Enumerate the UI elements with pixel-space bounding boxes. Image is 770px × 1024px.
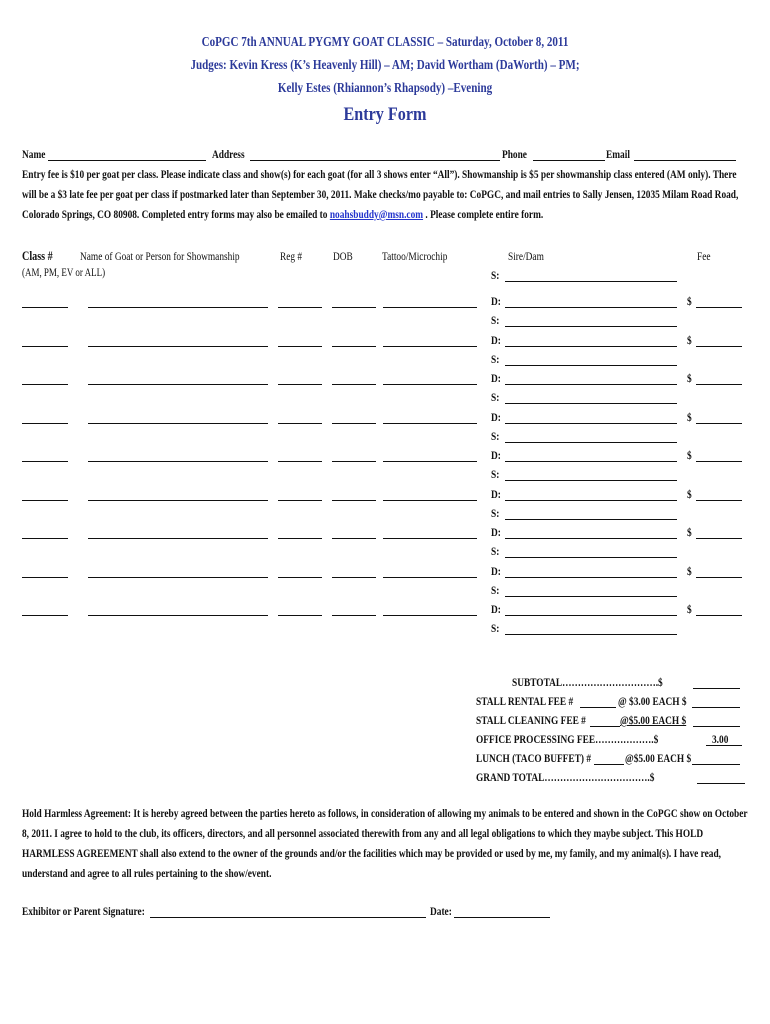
stall-rental-each: @ $3.00 EACH $ bbox=[618, 694, 687, 708]
email-link[interactable]: noahsbuddy@msn.com bbox=[329, 207, 424, 221]
stall-rental-count[interactable] bbox=[580, 707, 616, 708]
dam-field[interactable] bbox=[505, 615, 677, 616]
office-fee-value: 3.00 bbox=[712, 732, 729, 746]
reg-field[interactable] bbox=[278, 461, 322, 462]
goat-name-field[interactable] bbox=[88, 346, 268, 347]
dam-label: D: bbox=[491, 448, 501, 462]
instructions-text-1: Entry fee is $10 per goat per class. Please indicate class and show(s) for each goat (for all 3 shows enter “All”). Showmanship is $5 per showmanship class entered (AM only). There will be a $3 late fee per goat per class if postmarked later than September 30, 2011. Make checks/mo payable to: CoPGC, and mail entries to Sally Jensen, 12035 Milam Road Road, Colorado Springs, CO 80908. Completed entry forms may also be emailed to bbox=[22, 167, 739, 221]
goat-name-field[interactable] bbox=[88, 423, 268, 424]
dam-field[interactable] bbox=[505, 346, 677, 347]
goat-name-field[interactable] bbox=[88, 500, 268, 501]
fee-dollar-label: $ bbox=[687, 564, 692, 578]
stall-cleaning-each: @$5.00 EACH $ bbox=[620, 713, 687, 727]
tattoo-field[interactable] bbox=[383, 615, 477, 616]
header-line-1: CoPGC 7th ANNUAL PYGMY GOAT CLASSIC – Saturday, October 8, 2011 bbox=[201, 34, 569, 49]
sire-label: S: bbox=[491, 621, 500, 635]
class-field[interactable] bbox=[22, 461, 68, 462]
subtotal-label: SUBTOTAL………………………….$ bbox=[512, 675, 663, 689]
fee-dollar-label: $ bbox=[687, 371, 692, 385]
fee-field[interactable] bbox=[696, 423, 742, 424]
class-field[interactable] bbox=[22, 500, 68, 501]
fee-dollar-label: $ bbox=[687, 602, 692, 616]
instructions-text-2: . Please complete entire form. bbox=[423, 207, 544, 221]
reg-field[interactable] bbox=[278, 538, 322, 539]
fee-dollar-label: $ bbox=[687, 448, 692, 462]
goat-name-field[interactable] bbox=[88, 538, 268, 539]
col-fee: Fee bbox=[697, 249, 711, 263]
tattoo-field[interactable] bbox=[383, 500, 477, 501]
col-siredam: Sire/Dam bbox=[508, 249, 544, 263]
email-label: Email bbox=[606, 147, 630, 161]
sire-label: S: bbox=[491, 313, 500, 327]
name-field[interactable] bbox=[48, 160, 206, 161]
sire-field[interactable] bbox=[505, 442, 677, 443]
reg-field[interactable] bbox=[278, 384, 322, 385]
sire-label: S: bbox=[491, 467, 500, 481]
goat-name-field[interactable] bbox=[88, 307, 268, 308]
email-field[interactable] bbox=[634, 160, 736, 161]
phone-field[interactable] bbox=[533, 160, 605, 161]
fee-dollar-label: $ bbox=[687, 410, 692, 424]
col-reg: Reg # bbox=[280, 249, 303, 263]
dam-field[interactable] bbox=[505, 500, 677, 501]
col-dob: DOB bbox=[333, 249, 353, 263]
fee-field[interactable] bbox=[696, 346, 742, 347]
fee-dollar-label: $ bbox=[687, 487, 692, 501]
sire-field[interactable] bbox=[505, 365, 677, 366]
class-field[interactable] bbox=[22, 615, 68, 616]
sire-label: S: bbox=[491, 429, 500, 443]
goat-name-field[interactable] bbox=[88, 615, 268, 616]
goat-name-field[interactable] bbox=[88, 577, 268, 578]
dam-label: D: bbox=[491, 410, 501, 424]
class-field[interactable] bbox=[22, 307, 68, 308]
header-line-3: Kelly Estes (Rhiannon’s Rhapsody) –Evening bbox=[277, 80, 493, 95]
fee-dollar-label: $ bbox=[687, 333, 692, 347]
sire-field[interactable] bbox=[505, 596, 677, 597]
col-tattoo: Tattoo/Microchip bbox=[382, 249, 448, 263]
address-field[interactable] bbox=[250, 160, 500, 161]
dam-field[interactable] bbox=[505, 461, 677, 462]
date-field[interactable] bbox=[454, 917, 550, 918]
phone-label: Phone bbox=[502, 147, 527, 161]
sire-field[interactable] bbox=[505, 557, 677, 558]
sire-label: S: bbox=[491, 268, 500, 282]
sire-field[interactable] bbox=[505, 403, 677, 404]
col-class: Class # bbox=[22, 248, 53, 263]
tattoo-field[interactable] bbox=[383, 577, 477, 578]
fee-field[interactable] bbox=[696, 577, 742, 578]
class-field[interactable] bbox=[22, 538, 68, 539]
goat-name-field[interactable] bbox=[88, 384, 268, 385]
dam-label: D: bbox=[491, 294, 501, 308]
fee-field[interactable] bbox=[696, 461, 742, 462]
tattoo-field[interactable] bbox=[383, 423, 477, 424]
sire-label: S: bbox=[491, 390, 500, 404]
stall-cleaning-label: STALL CLEANING FEE # bbox=[476, 713, 586, 727]
lunch-label: LUNCH (TACO BUFFET) # bbox=[476, 751, 592, 765]
class-field[interactable] bbox=[22, 346, 68, 347]
grand-total-field[interactable] bbox=[697, 783, 745, 784]
lunch-count[interactable] bbox=[594, 764, 624, 765]
class-field[interactable] bbox=[22, 384, 68, 385]
dam-label: D: bbox=[491, 371, 501, 385]
fee-field[interactable] bbox=[696, 615, 742, 616]
sire-label: S: bbox=[491, 352, 500, 366]
fee-field[interactable] bbox=[696, 384, 742, 385]
dob-field[interactable] bbox=[332, 384, 376, 385]
lunch-each: @$5.00 EACH $ bbox=[625, 751, 692, 765]
hold-harmless-agreement: Hold Harmless Agreement: It is hereby agreed between the parties hereto as follows, in consideration of allowing my animals to be entered and shown in the CoPGC show on October 8, 2011. I agree to hold to the club, its officers, directors, and all personnel associated therewith from any and all legal obligations to which they maybe subject. This HOLD HARMLESS AGREEMENT shall also extend to the owner of the grounds and/or the facilities which may be provided or used by me, my family, and my animal(s). I have read, understand and agree to all rules pertaining to the show/event. bbox=[22, 806, 748, 880]
dam-label: D: bbox=[491, 487, 501, 501]
col-class-hint: (AM, PM, EV or ALL) bbox=[22, 267, 106, 279]
date-label: Date: bbox=[430, 904, 452, 918]
dob-field[interactable] bbox=[332, 577, 376, 578]
reg-field[interactable] bbox=[278, 346, 322, 347]
sire-field[interactable] bbox=[505, 519, 677, 520]
dam-field[interactable] bbox=[505, 384, 677, 385]
sire-field[interactable] bbox=[505, 480, 677, 481]
col-name: Name of Goat or Person for Showmanship bbox=[80, 249, 240, 263]
dob-field[interactable] bbox=[332, 461, 376, 462]
dob-field[interactable] bbox=[332, 346, 376, 347]
reg-field[interactable] bbox=[278, 307, 322, 308]
tattoo-field[interactable] bbox=[383, 538, 477, 539]
dam-field[interactable] bbox=[505, 423, 677, 424]
signature-field[interactable] bbox=[150, 917, 426, 918]
dob-field[interactable] bbox=[332, 423, 376, 424]
dam-label: D: bbox=[491, 602, 501, 616]
fee-dollar-label: $ bbox=[687, 525, 692, 539]
name-label: Name bbox=[22, 147, 46, 161]
dam-field[interactable] bbox=[505, 577, 677, 578]
sire-field[interactable] bbox=[505, 281, 677, 282]
reg-field[interactable] bbox=[278, 615, 322, 616]
tattoo-field[interactable] bbox=[383, 384, 477, 385]
goat-name-field[interactable] bbox=[88, 461, 268, 462]
lunch-field[interactable] bbox=[692, 764, 740, 765]
sire-field[interactable] bbox=[505, 634, 677, 635]
instructions bbox=[22, 164, 747, 224]
dam-field[interactable] bbox=[505, 538, 677, 539]
sire-label: S: bbox=[491, 583, 500, 597]
stall-cleaning-field[interactable] bbox=[693, 726, 740, 727]
dob-field[interactable] bbox=[332, 500, 376, 501]
subtotal-field[interactable] bbox=[693, 688, 740, 689]
reg-field[interactable] bbox=[278, 423, 322, 424]
sire-label: S: bbox=[491, 544, 500, 558]
address-label: Address bbox=[212, 147, 245, 161]
class-field[interactable] bbox=[22, 423, 68, 424]
office-fee-label: OFFICE PROCESSING FEE……………….$ bbox=[476, 732, 659, 746]
reg-field[interactable] bbox=[278, 577, 322, 578]
sire-field[interactable] bbox=[505, 326, 677, 327]
sire-label: S: bbox=[491, 506, 500, 520]
signature-label: Exhibitor or Parent Signature: bbox=[22, 904, 145, 918]
form-title: Entry Form bbox=[343, 104, 427, 125]
dob-field[interactable] bbox=[332, 307, 376, 308]
fee-field[interactable] bbox=[696, 538, 742, 539]
dam-field[interactable] bbox=[505, 307, 677, 308]
fee-dollar-label: $ bbox=[687, 294, 692, 308]
dam-label: D: bbox=[491, 525, 501, 539]
stall-cleaning-count[interactable] bbox=[590, 726, 620, 727]
dob-field[interactable] bbox=[332, 615, 376, 616]
stall-rental-field[interactable] bbox=[692, 707, 740, 708]
grand-total-label: GRAND TOTAL…………………………….$ bbox=[476, 770, 655, 784]
tattoo-field[interactable] bbox=[383, 346, 477, 347]
tattoo-field[interactable] bbox=[383, 307, 477, 308]
fee-field[interactable] bbox=[696, 307, 742, 308]
dam-label: D: bbox=[491, 333, 501, 347]
reg-field[interactable] bbox=[278, 500, 322, 501]
tattoo-field[interactable] bbox=[383, 461, 477, 462]
stall-rental-label: STALL RENTAL FEE # bbox=[476, 694, 574, 708]
dob-field[interactable] bbox=[332, 538, 376, 539]
class-field[interactable] bbox=[22, 577, 68, 578]
header-line-2: Judges: Kevin Kress (K’s Heavenly Hill) – AM; David Wortham (DaWorth) – PM; bbox=[190, 57, 580, 72]
fee-field[interactable] bbox=[696, 500, 742, 501]
dam-label: D: bbox=[491, 564, 501, 578]
